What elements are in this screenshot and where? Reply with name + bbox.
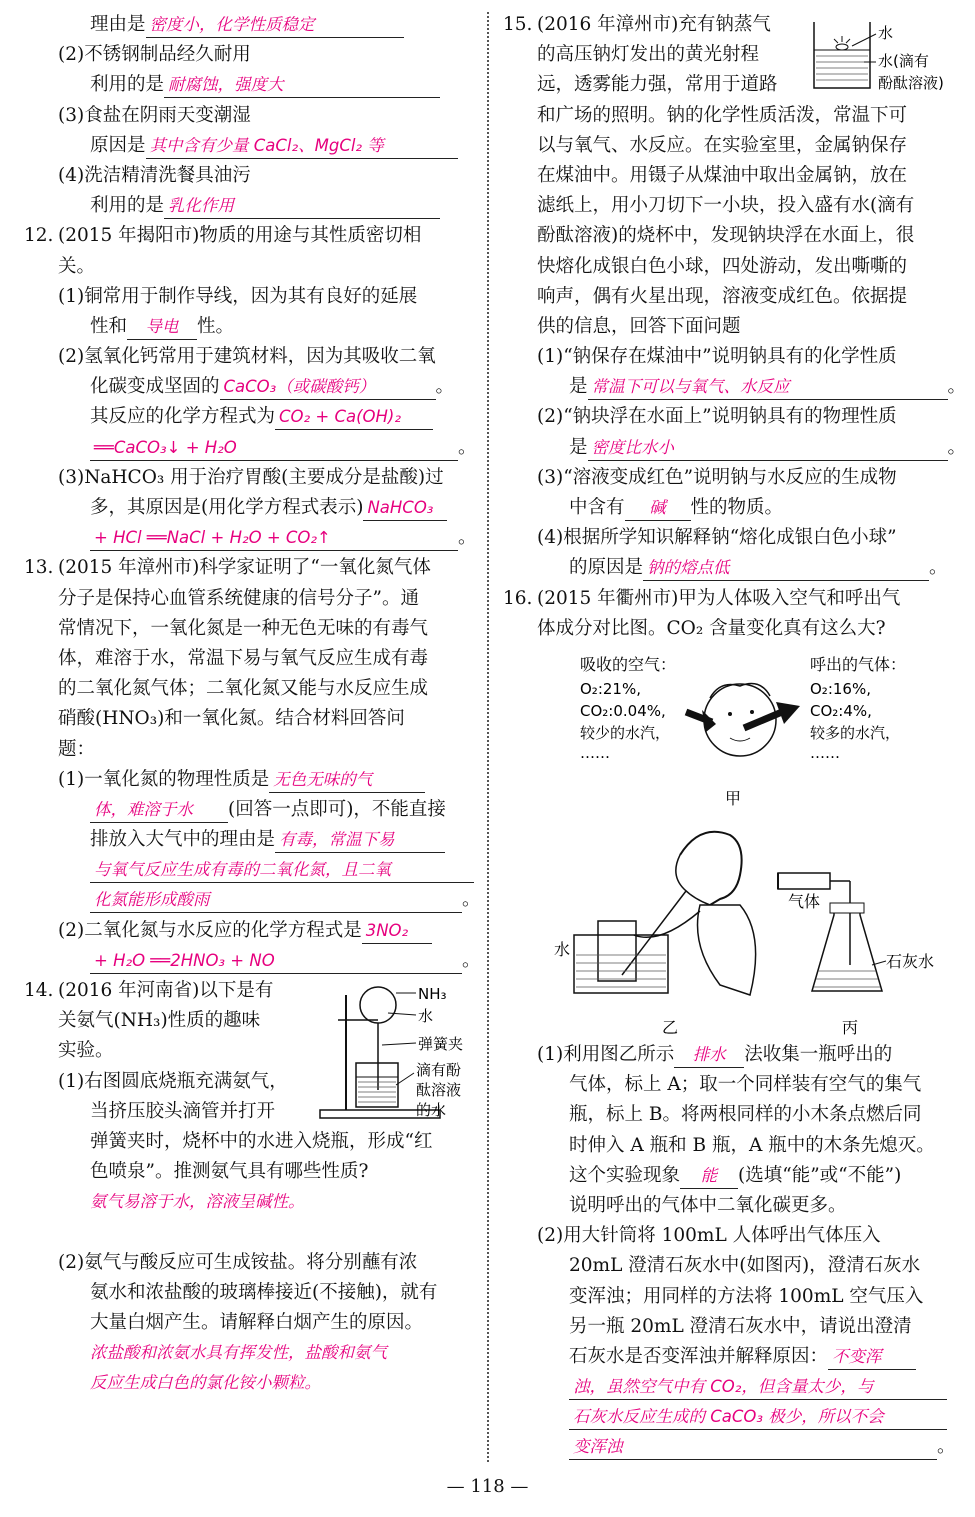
answer-line: 其反应的化学方程式为 CO₂ + Ca(OH)₂	[24, 402, 474, 432]
answer-blank: 无色无味的气	[269, 768, 425, 793]
inhaled-ellipsis: ……	[580, 744, 610, 762]
question-line: (2)氢氧化钙常用于建筑材料，因为其吸收二氧	[58, 346, 436, 368]
question-line: 当挤压胶头滴管并打开	[90, 1100, 276, 1122]
question-line: 氨水和浓盐酸的玻璃棒接近(不接触)，就有	[90, 1281, 438, 1303]
question-line: (4)洗洁精清洗餐具油污	[58, 164, 251, 186]
answer-blank: 导电	[127, 315, 197, 340]
answer-line: + HCl ══NaCl + H₂O + CO₂↑ 。	[24, 523, 474, 553]
answer-blank: 常温下可以与氧气、水反应	[588, 375, 948, 400]
question-line: 的高压钠灯发出的黄光射程	[537, 44, 760, 66]
right-column	[503, 10, 967, 644]
question-line: 硝酸(HNO₃)和一氧化氮。结合材料回答问	[58, 708, 405, 730]
answer-line: 化碳变成坚固的 CaCO₃（或碳酸钙） 。	[24, 372, 474, 402]
answer-line: 化氮能形成酸雨 。	[24, 885, 474, 915]
answer-blank: 其中含有少量 CaCl₂、MgCl₂ 等	[146, 134, 458, 159]
question-12-header: 12. (2015 年揭阳市)物质的用途与其性质密切相	[24, 225, 422, 247]
page-number: — 118 —	[446, 1476, 529, 1497]
answer-line: 石灰水是否变浑浊并解释原因： 不变浑	[503, 1342, 955, 1372]
answer-line: ══CaCO₃↓ + H₂O 。	[24, 433, 474, 463]
question-line: 20mL 澄清石灰水中(如图丙)，澄清石灰水	[569, 1255, 921, 1277]
fig-label-solution: 滴有酚	[416, 1061, 462, 1079]
answer-line	[24, 855, 474, 885]
fig-label-water: 水	[554, 940, 571, 959]
answer-line: 利用的是 耐腐蚀，强度大	[24, 70, 474, 100]
exhaled-o2: O₂:16%,	[810, 680, 871, 698]
answer-line: 体，难溶于水 (回答一点即可)，不能直接	[24, 795, 474, 825]
answer-line: 是 密度比水小 。	[503, 433, 955, 463]
answer-blank: + HCl ══NaCl + H₂O + CO₂↑	[90, 526, 458, 551]
question-line: (1)“钠保存在煤油中”说明钠具有的化学性质	[537, 346, 897, 368]
answer-blank: 体，难溶于水	[90, 798, 228, 823]
inhaled-o2: O₂:21%,	[580, 680, 641, 698]
handwritten-answer: 氨气易溶于水，溶液呈碱性。	[90, 1192, 305, 1212]
breath-comparison-figure	[570, 650, 955, 835]
answer-blank: 乳化作用	[164, 194, 440, 219]
answer-blank: 碱	[625, 496, 691, 521]
answer-line: 中含有 碱 性的物质。	[503, 493, 955, 523]
collection-apparatus-figure	[550, 815, 955, 1040]
question-line: 响声，偶有火星出现，溶液变成红色。依据提	[537, 285, 908, 307]
answer-line: 是 常温下可以与氧气、水反应 。	[503, 372, 955, 402]
fig-label-limewater: 石灰水	[886, 952, 935, 971]
ammonia-fountain-figure	[316, 985, 476, 1125]
answer-line: 排放入大气中的理由是 有毒，常温下易	[24, 825, 474, 855]
answer-line: + H₂O ══2HNO₃ + NO 。	[24, 946, 474, 976]
answer-line: 性和 导电 性。	[24, 312, 474, 342]
answer-blank: 不变浑	[828, 1345, 916, 1370]
question-14-header: 14. (2016 年河南省)以下是有	[24, 980, 274, 1001]
question-line: 题：	[58, 738, 96, 760]
answer-blank: 浊，虽然空气中有 CO₂，但含量太少，与	[569, 1375, 947, 1400]
question-16-header: 16. (2015 年衢州市)甲为人体吸入空气和呼出气	[503, 587, 901, 609]
answer-line	[503, 1372, 955, 1402]
answer-blank: 3NO₂	[362, 919, 432, 944]
figure-label-jia: 甲	[725, 789, 742, 808]
answer-blank: + H₂O ══2HNO₃ + NO	[90, 949, 462, 974]
answer-blank: 排水	[674, 1043, 744, 1068]
question-line: 分子是保持心血管系统健康的信号分子”。通	[58, 587, 419, 609]
question-line: (2)不锈钢制品经久耐用	[58, 44, 251, 66]
question-line: 变浑浊；用同样的方法将 100mL 空气压入	[569, 1285, 924, 1307]
figure-label-bing: 丙	[842, 1018, 859, 1037]
figure-label-yi: 乙	[662, 1018, 679, 1037]
question-line: (2)用大针筒将 100mL 人体呼出气体压入	[537, 1225, 881, 1247]
answer-blank: 耐腐蚀，强度大	[164, 73, 440, 98]
fig-label-water: 水	[418, 1007, 434, 1025]
question-line: 时伸入 A 瓶和 B 瓶，A 瓶中的木条先熄灭。	[569, 1134, 935, 1156]
answer-line	[503, 1402, 955, 1432]
question-line: 气体，标上 A；取一个同样装有空气的集气	[569, 1074, 922, 1096]
question-line: 色喷泉”。推测氨气具有哪些性质?	[90, 1161, 369, 1183]
question-line: (3)NaHCO₃ 用于治疗胃酸(主要成分是盐酸)过	[58, 466, 444, 488]
question-line: 体成分对比图。CO₂ 含量变化真有这么大?	[537, 617, 886, 639]
answer-blank: NaHCO₃	[363, 496, 447, 521]
left-column	[24, 10, 481, 1399]
inhaled-title: 吸收的空气：	[580, 655, 677, 674]
fig-label-solution: 酞溶液	[416, 1081, 462, 1099]
question-line: 快熔化成银白色小球，四处游动，发出嘶嘶的	[537, 255, 908, 277]
answer-line: 多，其原因是(用化学方程式表示) NaHCO₃	[24, 493, 474, 523]
question-line: 滤纸上，用小刀切下一小块，投入盛有水(滴有	[537, 195, 915, 217]
answer-line: (2)二氧化氮与水反应的化学方程式是 3NO₂	[24, 916, 474, 946]
handwritten-answer: 反应生成白色的氯化铵小颗粒。	[90, 1373, 321, 1393]
answer-blank: 密度小，化学性质稳定	[146, 13, 404, 38]
question-line: (2)氨气与酸反应可生成铵盐。将分别蘸有浓	[58, 1251, 418, 1273]
answer-blank: 钠的熔点低	[643, 556, 929, 581]
answer-blank: ══CaCO₃↓ + H₂O	[90, 436, 458, 461]
question-line: (2)“钠块浮在水面上”说明钠具有的物理性质	[537, 406, 897, 428]
handwritten-answer: 浓盐酸和浓氨水具有挥发性，盐酸和氨气	[90, 1343, 387, 1363]
question-line: 关。	[58, 255, 96, 277]
question-line: (1)铜常用于制作导线，因为其有良好的延展	[58, 285, 418, 307]
question-line: 说明呼出的气体中二氧化碳更多。	[569, 1194, 847, 1216]
question-line: 酚酞溶液)的烧杯中，发现钠块浮在水面上，很	[537, 225, 915, 247]
answer-blank: 化氮能形成酸雨	[90, 888, 462, 913]
fig-label-solution: 酚酞溶液)	[878, 74, 944, 92]
answer-line: 原因是 其中含有少量 CaCl₂、MgCl₂ 等	[24, 131, 474, 161]
answer-blank: 与氧气反应生成有毒的二氧化氮，且二氧	[90, 858, 474, 883]
question-line: 和广场的照明。钠的化学性质活泼，常温下可	[537, 104, 908, 126]
answer-line: 这个实验现象 能 (选填“能”或“不能”)	[503, 1161, 955, 1191]
fig-label-clip: 弹簧夹	[418, 1035, 464, 1053]
exhaled-title: 呼出的气体：	[810, 655, 907, 674]
question-line: 大量白烟产生。请解释白烟产生的原因。	[90, 1312, 424, 1334]
spacer	[24, 1218, 474, 1248]
inhaled-co2: CO₂:0.04%,	[580, 702, 666, 720]
exhaled-vapor: 较多的水汽，	[810, 724, 901, 742]
exhaled-ellipsis: ……	[810, 744, 840, 762]
question-line: 在煤油中。用镊子从煤油中取出金属钠，放在	[537, 164, 908, 186]
fig-label-water: 水	[878, 24, 894, 42]
question-line: 关氨气(NH₃)性质的趣味	[58, 1010, 261, 1032]
question-line: (3)食盐在阴雨天变潮湿	[58, 104, 251, 126]
fig-label-solution: 水(滴有	[878, 52, 929, 70]
q16-parts	[503, 1040, 955, 1463]
question-line: 实验。	[58, 1040, 114, 1062]
answer-blank: 变浑浊	[569, 1435, 937, 1460]
answer-line: 的原因是 钠的熔点低 。	[503, 553, 955, 583]
answer-blank: CaCO₃（或碳酸钙）	[220, 375, 436, 400]
answer-blank: 石灰水反应生成的 CaCO₃ 极少，所以不会	[569, 1405, 947, 1430]
question-13-header: 13. (2015 年漳州市)科学家证明了“一氧化氮气体	[24, 557, 431, 579]
answer-line: (1)一氧化氮的物理性质是 无色无味的气	[24, 765, 474, 795]
answer-blank: 能	[680, 1164, 738, 1189]
question-line: (4)根据所学知识解释钠“熔化成银白色小球”	[537, 527, 897, 549]
fig-label-gas: 气体	[788, 892, 821, 911]
fig-label-solution: 的水	[416, 1101, 447, 1119]
question-line: 供的信息，回答下面问题	[537, 315, 741, 337]
answer-line: (1)利用图乙所示 排水 法收集一瓶呼出的	[503, 1040, 955, 1070]
question-line: 体，难溶于水，常温下易与氧气反应生成有毒	[58, 647, 429, 669]
fig-label-nh3: NH₃	[418, 985, 447, 1003]
question-line: 以与氧气、水反应。在实验室里，金属钠保存	[537, 134, 908, 156]
answer-line: 理由是 密度小，化学性质稳定	[24, 10, 474, 40]
inhaled-vapor: 较少的水汽，	[580, 724, 671, 742]
answer-blank: 有毒，常温下易	[275, 828, 445, 853]
question-line: 瓶，标上 B。将两根同样的小木条点燃后同	[569, 1104, 922, 1126]
answer-line: 利用的是 乳化作用	[24, 191, 474, 221]
question-line: 远，透雾能力强，常用于道路	[537, 74, 778, 96]
question-15-header: 15. (2016 年漳州市)充有钠蒸气	[503, 14, 771, 35]
question-line: 常情况下，一氧化氮是一种无色无味的有毒气	[58, 617, 429, 639]
question-line: 另一瓶 20mL 澄清石灰水中，请说出澄清	[569, 1315, 912, 1337]
answer-line: 变浑浊 。	[503, 1432, 955, 1462]
sodium-beaker-figure	[808, 16, 968, 96]
column-divider	[487, 12, 489, 1462]
exhaled-co2: CO₂:4%,	[810, 702, 872, 720]
question-line: 弹簧夹时，烧杯中的水进入烧瓶，形成“红	[90, 1130, 433, 1152]
question-line: (3)“溶液变成红色”说明钠与水反应的生成物	[537, 466, 897, 488]
question-line: (1)右图圆底烧瓶充满氨气，	[58, 1070, 288, 1092]
question-line: 的二氧化氮气体；二氧化氮又能与水反应生成	[58, 678, 429, 700]
answer-blank: 密度比水小	[588, 436, 948, 461]
answer-blank: CO₂ + Ca(OH)₂	[275, 405, 433, 430]
